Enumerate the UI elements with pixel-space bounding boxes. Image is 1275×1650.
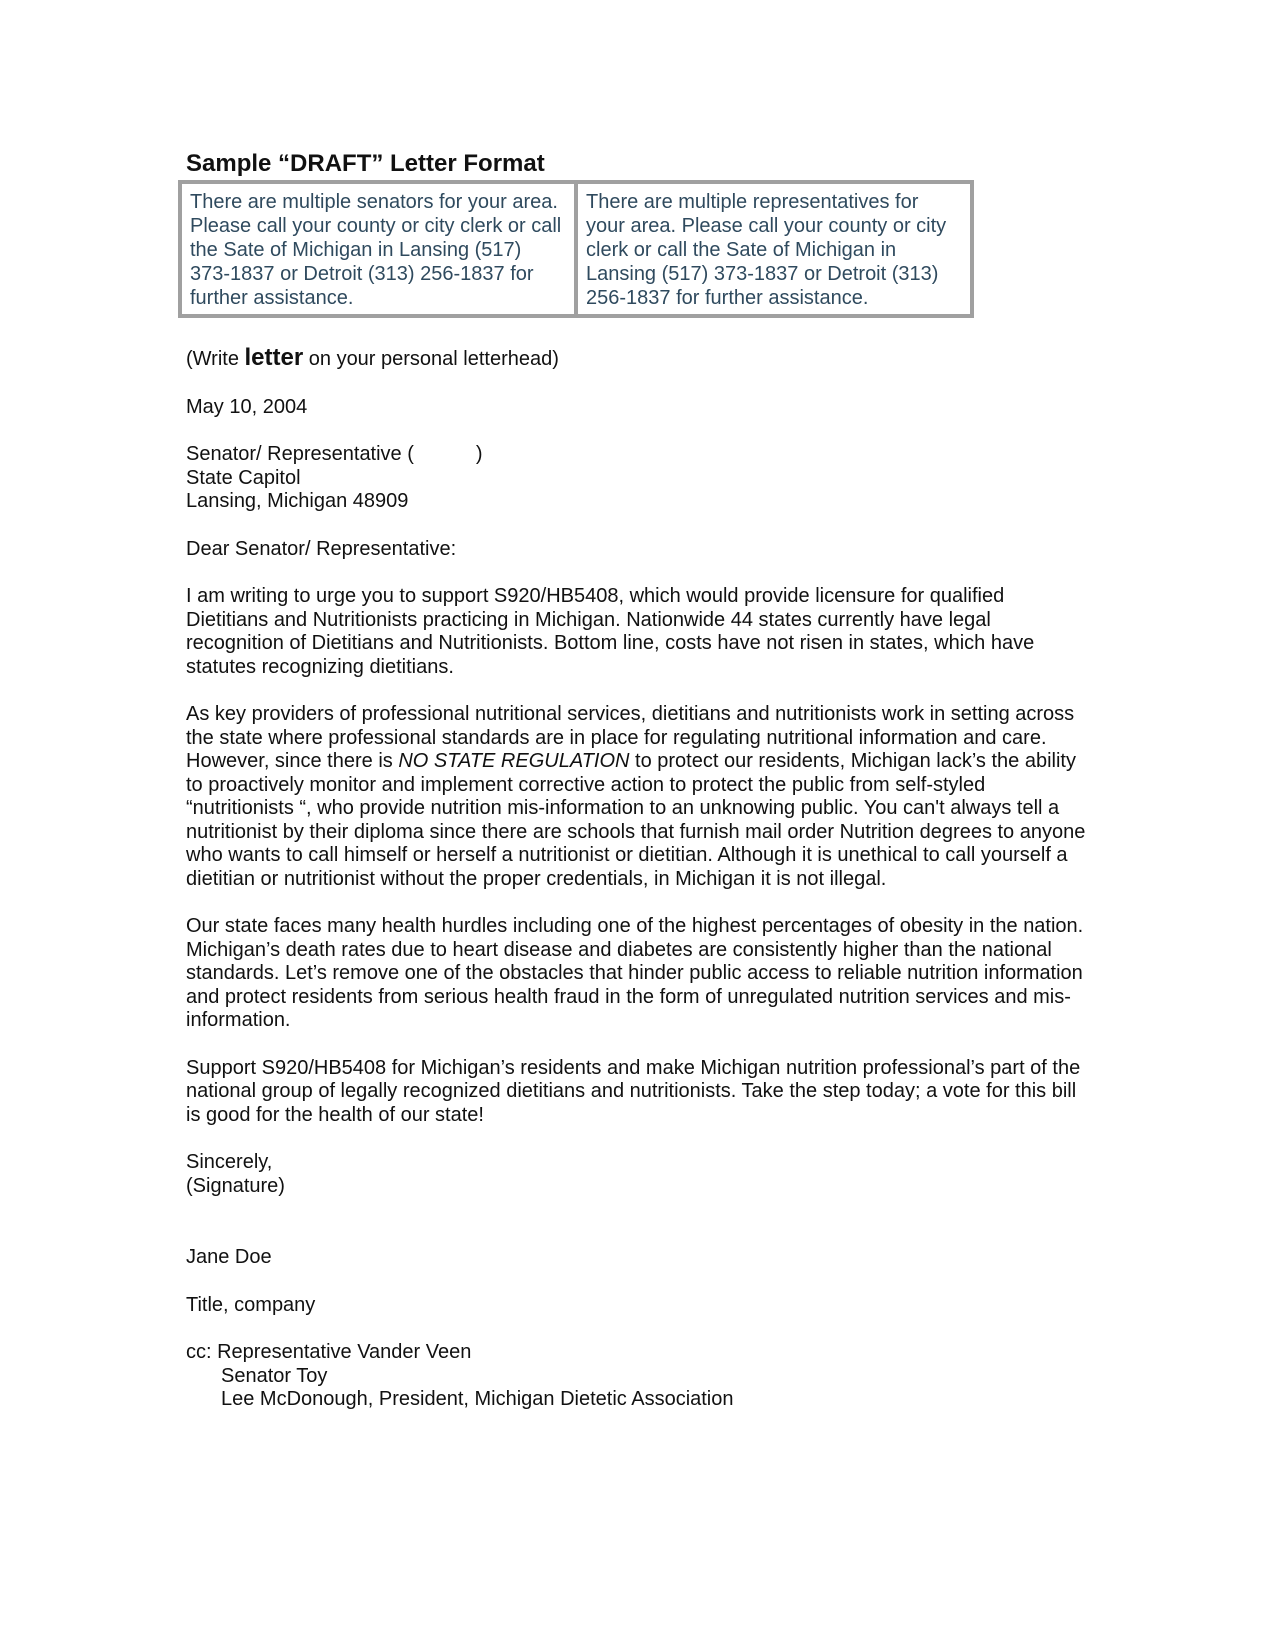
letterhead-note-emphasis: letter	[244, 344, 304, 371]
address-line-3: Lansing, Michigan 48909	[186, 490, 409, 512]
cc-line-3: Lee McDonough, President, Michigan Dietetic Association	[221, 1388, 734, 1410]
body-paragraph-3: Our state faces many health hurdles including one of the highest percentages of obesity in the nation. Michigan’s death rates due to heart disease and diabetes are consistently higher than the national standards. Let’s remove one of the obstacles that hinder public access to reliable nutrition information and protect residents from serious health fraud in the form of unregulated nutrition services and mis-information.	[186, 915, 1084, 1031]
letterhead-note	[186, 346, 1086, 372]
document-title: Sample “DRAFT” Letter Format	[186, 150, 545, 177]
letter-date: May 10, 2004	[186, 395, 308, 418]
sender-name: Jane Doe	[186, 1246, 272, 1268]
cc-list	[186, 1341, 1086, 1412]
letterhead-note-before: (Write	[186, 348, 245, 370]
cc-line-1: cc: Representative Vander Veen	[186, 1341, 472, 1363]
contact-info-table	[178, 180, 974, 318]
sender-title-company: Title, company	[186, 1293, 316, 1316]
address-line-1-prefix: Senator/ Representative (	[186, 443, 414, 465]
signature-placeholder: (Signature)	[186, 1174, 285, 1197]
body-paragraph-2-emphasis: NO STATE REGULATION	[398, 750, 630, 772]
closing: Sincerely,	[186, 1151, 273, 1173]
letter-document	[186, 150, 1086, 1412]
representatives-info-cell: There are multiple representatives for your area. Please call your county or city clerk or call the Sate of Michigan in Lansing (517) 373-1837 or Detroit (313) 256-1837 for further assistance.	[576, 182, 972, 316]
address-line-2: State Capitol	[186, 466, 301, 489]
body-paragraph-2	[186, 703, 1086, 891]
senators-info-cell: There are multiple senators for your area. Please call your county or city clerk or call the Sate of Michigan in Lansing (517) 373-1837 or Detroit (313) 256-1837 for further assistance.	[180, 182, 576, 316]
body-paragraph-1: I am writing to urge you to support S920/HB5408, which would provide licensure for qualified Dietitians and Nutritionists practicing in Michigan. Nationwide 44 states currently have legal recognition of Dietitians and Nutritionists. Bottom line, costs have not risen in states, which have statutes recognizing dietitians.	[186, 585, 1035, 678]
recipient-address	[186, 443, 1086, 514]
address-line-1-suffix: )	[475, 443, 483, 465]
letterhead-note-after: on your personal letterhead)	[303, 348, 559, 370]
salutation: Dear Senator/ Representative:	[186, 537, 457, 560]
body-paragraph-4: Support S920/HB5408 for Michigan’s residents and make Michigan nutrition professional’s part of the national group of legally recognized dietitians and nutritionists. Take the step today; a vote for this bill is good for the health of our state!	[186, 1056, 1081, 1126]
cc-line-2: Senator Toy	[221, 1364, 328, 1387]
body-paragraph-2-before: As key providers of professional nutritional services, dietitians and nutritionists work in setting across the state where professional standards are in place for regulating nutritional information and care. However, since there is	[186, 703, 1075, 772]
body-paragraph-2-after: to protect our residents, Michigan lack’s the ability to proactively monitor and implement corrective action to protect the public from self-styled “nutritionists “, who provide nutrition mis-information to an unknowing public. You can't always tell a nutritionist by their diploma since there are schools that furnish mail order Nutrition degrees to anyone who wants to call himself or herself a nutritionist or dietitian. Although it is unethical to call yourself a dietitian or nutritionist without the proper credentials, in Michigan it is not illegal.	[186, 750, 1086, 890]
